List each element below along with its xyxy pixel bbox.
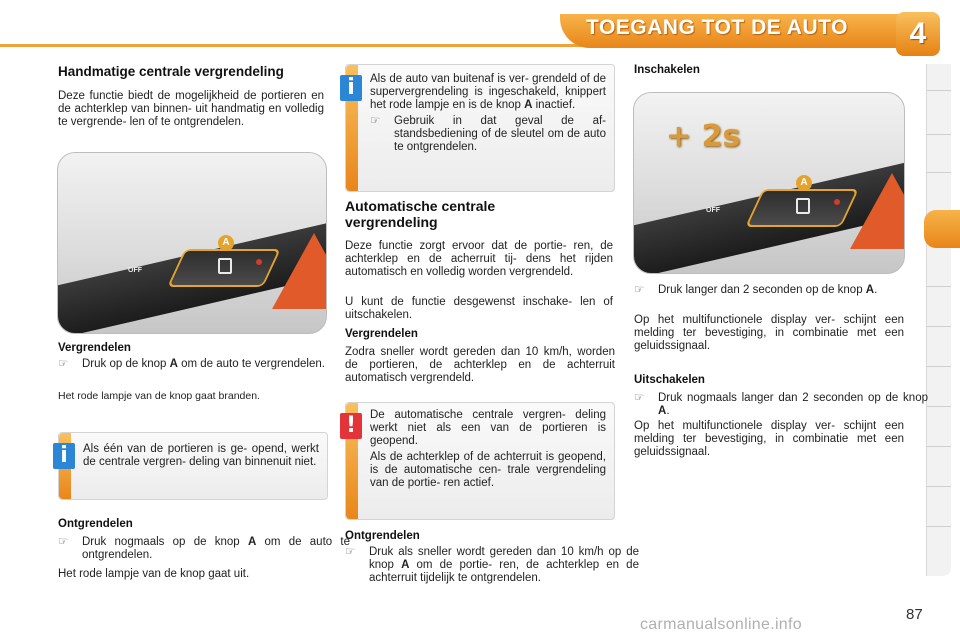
chapter-tab-active[interactable] [924,210,960,248]
auto-locking-intro-2: U kunt de functie desgewenst inschake- len of uitschakelen. [345,296,613,321]
section-heading-auto-locking: Automatische centrale vergrendeling [345,198,496,230]
timer-label: + 2s [666,119,741,154]
info-box-text [370,73,606,112]
manual-locking-intro: Deze functie biedt de mogelijkheid de portieren en de achterklep van binnen- uit handmatig en volledig te vergrende- len of te ontgrendelen. [58,90,324,128]
info-box-content [370,73,606,154]
info-bullet-text: Gebruik in dat geval de af- standsbediening of de sleutel om de auto te ontgrendelen. [394,115,606,153]
tab-divider [927,486,951,487]
pointing-hand-icon: ☞ [634,284,645,296]
info-box-text: Als één van de portieren is ge- opend, werkt de centrale vergren- deling van binnenuit niet. [83,443,319,468]
info-box-open-door [58,432,328,500]
auto-locking-intro: Deze functie zorgt ervoor dat de portie- ren, de achterklep en de acherruit tij- dens het rijden automatisch en volledig worden vergrendeld. [345,240,613,278]
auto-unlock-instruction [345,546,639,585]
lock-instruction [58,358,350,371]
off-label: OFF [706,207,720,214]
auto-unlock-text-1: Druk als sneller wordt gereden dan 10 km/h op de knop [369,546,639,571]
warning-box-content [370,409,606,490]
section-heading-manual-locking: Handmatige centrale vergrendeling [58,64,284,79]
enable-confirmation: Op het multifunctionele display ver- schijnt een melding ter bevestiging, in combinatie met een geluidssignaal. [634,314,904,352]
tab-divider [927,134,951,135]
enable-heading: Inschakelen [634,64,700,76]
auto-unlock-button-ref: A [401,559,410,571]
page-title: TOEGANG TOT DE AUTO [586,16,848,39]
tab-divider [927,286,951,287]
tab-divider [927,172,951,173]
unlock-button-ref: A [247,536,257,548]
unlock-instruction [58,536,350,562]
off-label: OFF [128,267,142,274]
page-number: 87 [906,606,923,623]
hazard-triangle-icon [272,233,327,309]
lock-text-1: Druk op de knop [82,358,170,370]
tab-divider [927,446,951,447]
lock-text-2: om de auto te vergrendelen. [177,358,325,370]
lock-heading: Vergrendelen [58,342,131,354]
lock-button-illustration [57,152,327,334]
unlock-text-1: Druk nogmaals op de knop [82,536,248,548]
button-a-label: A [218,235,234,251]
disable-button-ref: A [658,405,667,417]
button-a-label: A [796,175,812,191]
warning-text-2: Als de achterklep of de achterruit is geopend, is de automatische cen- trale vergrendeling van de portie- ren actief. [370,451,606,489]
warning-box-auto-locking [345,402,615,520]
long-press-illustration [633,92,905,274]
info-icon: i [53,443,75,469]
lock-icon [218,258,232,274]
tab-divider [927,526,951,527]
tab-divider [927,406,951,407]
lock-button-ref: A [169,358,178,370]
auto-lock-text: Zodra sneller wordt gereden dan 10 km/h, worden de portieren, de achterklep en de achterruit automatisch vergrendeld. [345,346,615,384]
watermark: carmanualsonline.info [640,616,802,633]
pointing-hand-icon: ☞ [58,536,69,548]
disable-instruction [634,392,928,418]
enable-text-1: Druk langer dan 2 seconden op de knop [658,284,866,296]
unlock-note: Het rode lampje van de knop gaat uit. [58,568,250,580]
chapter-tab-strip [926,64,951,576]
disable-text-1: Druk nogmaals langer dan 2 seconden op de knop [658,392,928,404]
pointing-hand-icon: ☞ [345,546,356,558]
pointing-hand-icon: ☞ [370,115,381,127]
chapter-badge: 4 [896,12,940,56]
disable-text-2: . [666,405,670,417]
auto-unlock-heading: Ontgrendelen [345,530,420,542]
red-led-icon [256,259,262,265]
enable-button-ref: A [865,284,875,296]
lock-icon [796,198,810,214]
info-text-2: inactief. [532,99,576,111]
auto-unlock-text-2: om de portie- ren, de achterklep en de achterruit tijdelijk te ontgrendelen. [369,559,639,584]
info-text-1: Als de auto van buitenaf is ver- grendeld of de supervergrendeling is ingeschakeld, knippert het rode lampje en is de knop [370,73,606,111]
pointing-hand-icon: ☞ [58,358,69,370]
info-icon: i [340,75,362,101]
pointing-hand-icon: ☞ [634,392,645,404]
warning-text-1: De automatische centrale vergren- deling werkt niet als een van de portieren is geopend. [370,409,606,447]
tab-divider [927,326,951,327]
disable-confirmation: Op het multifunctionele display ver- schijnt een melding ter bevestiging, in combinatie met een geluidssignaal. [634,420,904,458]
tab-divider [927,366,951,367]
red-led-icon [834,199,840,205]
unlock-heading: Ontgrendelen [58,518,133,530]
auto-lock-heading: Vergrendelen [345,328,418,340]
tab-divider [927,90,951,91]
enable-text-2: . [874,284,878,296]
lock-note: Het rode lampje van de knop gaat branden. [58,390,260,402]
info-box-locked-outside [345,64,615,192]
disable-heading: Uitschakelen [634,374,705,386]
hazard-triangle-icon [850,173,905,249]
info-button-ref: A [524,99,533,111]
unlock-text-2: om de auto te ontgrendelen. [82,536,350,561]
info-box-bullet [370,115,606,154]
enable-instruction [634,284,928,297]
warning-icon: ! [340,413,362,439]
